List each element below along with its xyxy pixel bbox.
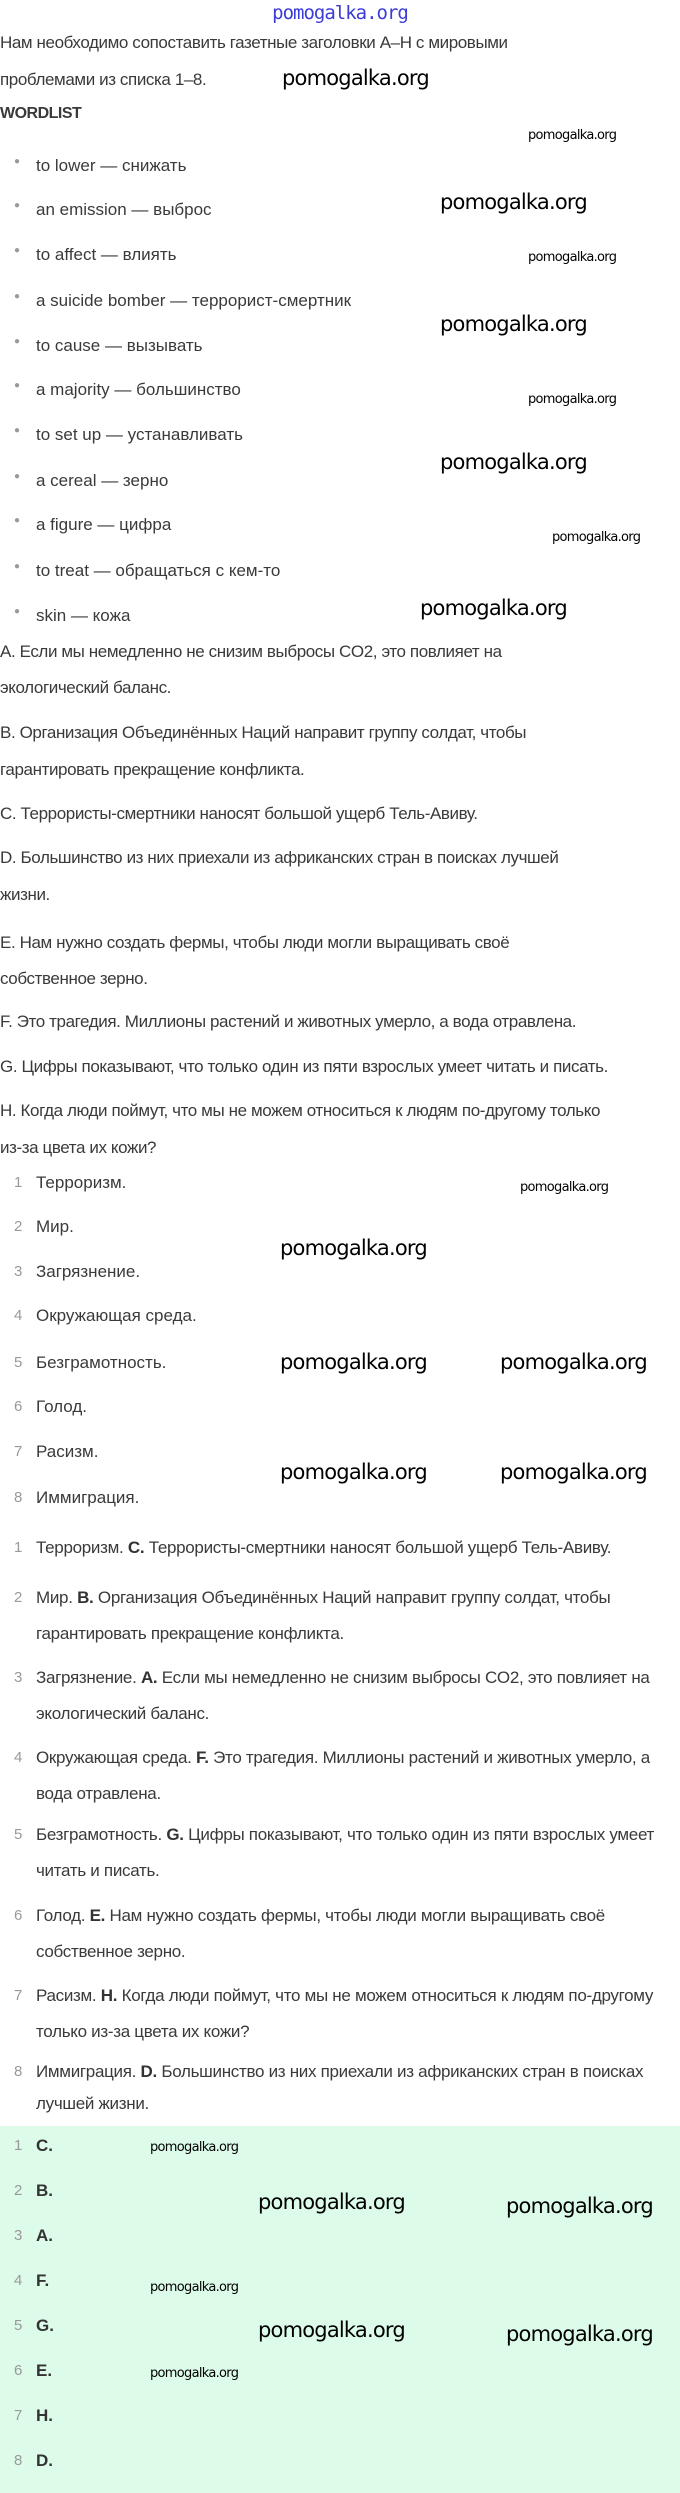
watermark: pomogalka.org bbox=[150, 2140, 239, 2155]
bullet-icon: ● bbox=[14, 156, 21, 167]
list-item: ● to treat — обращаться с кем-то bbox=[14, 561, 281, 580]
headline-d-line-2: жизни. bbox=[0, 885, 50, 904]
list-item: 4 Окружающая среда. bbox=[14, 1306, 197, 1325]
watermark: pomogalka.org bbox=[506, 2194, 653, 2218]
headline-h-line-2: из-за цвета их кожи? bbox=[0, 1138, 157, 1157]
list-item: ● to lower — снижать bbox=[14, 156, 187, 175]
watermark: pomogalka.org bbox=[440, 312, 587, 336]
watermark: pomogalka.org bbox=[258, 2190, 405, 2214]
headline-b-line-2: гарантировать прекращение конфликта. bbox=[0, 760, 305, 779]
headline-a-line-1: A. Если мы немедленно не снизим выбросы CO2, это повлияет на bbox=[0, 642, 502, 661]
list-item: 4 F. bbox=[14, 2271, 50, 2290]
watermark: pomogalka.org bbox=[520, 1180, 609, 1195]
bullet-icon: ● bbox=[14, 515, 21, 526]
list-item: ● a majority — большинство bbox=[14, 380, 241, 399]
watermark: pomogalka.org bbox=[440, 190, 587, 214]
bullet-icon: ● bbox=[14, 471, 21, 482]
bullet-icon: ● bbox=[14, 380, 21, 391]
watermark: pomogalka.org bbox=[500, 1350, 647, 1374]
watermark: pomogalka.org bbox=[528, 250, 617, 265]
bullet-icon: ● bbox=[14, 561, 21, 572]
watermark: pomogalka.org bbox=[280, 1460, 427, 1484]
list-item: 1 C. bbox=[14, 2136, 53, 2155]
list-item: 1 Терроризм. bbox=[14, 1173, 127, 1192]
list-item: ● to affect — влиять bbox=[14, 245, 177, 264]
list-item: ● to cause — вызывать bbox=[14, 336, 203, 355]
list-item: 2 B. bbox=[14, 2181, 53, 2200]
bullet-icon: ● bbox=[14, 245, 21, 256]
headline-d-line-1: D. Большинство из них приехали из африканских стран в поисках лучшей bbox=[0, 848, 559, 867]
watermark: pomogalka.org bbox=[552, 530, 641, 545]
list-item: 7 Расизм. bbox=[14, 1442, 99, 1461]
watermark: pomogalka.org bbox=[440, 450, 587, 474]
headline-f: F. Это трагедия. Миллионы растений и животных умерло, а вода отравлена. bbox=[0, 1012, 577, 1031]
list-item: 3 A. bbox=[14, 2226, 53, 2245]
watermark: pomogalka.org bbox=[506, 2322, 653, 2346]
headline-g: G. Цифры показывают, что только один из пяти взрослых умеет читать и писать. bbox=[0, 1057, 608, 1076]
list-item: 3 Загрязнение. bbox=[14, 1262, 141, 1281]
watermark: pomogalka.org bbox=[528, 128, 617, 143]
headline-h-line-1: H. Когда люди поймут, что мы не можем относиться к людям по-другому только bbox=[0, 1101, 601, 1120]
list-item: 8 Иммиграция. bbox=[14, 1488, 140, 1507]
bullet-icon: ● bbox=[14, 336, 21, 347]
list-item: 6 E. bbox=[14, 2361, 53, 2380]
watermark: pomogalka.org bbox=[280, 1236, 427, 1260]
bullet-icon: ● bbox=[14, 200, 21, 211]
site-logo[interactable]: pomogalka.org bbox=[272, 2, 408, 24]
headline-a-line-2: экологический баланс. bbox=[0, 678, 171, 697]
headline-b-line-1: B. Организация Объединённых Наций направит группу солдат, чтобы bbox=[0, 723, 527, 742]
list-item: 5 Безграмотность. bbox=[14, 1353, 167, 1372]
list-item: ● skin — кожа bbox=[14, 606, 131, 625]
watermark: pomogalka.org bbox=[280, 1350, 427, 1374]
watermark: pomogalka.org bbox=[420, 596, 567, 620]
watermark: pomogalka.org bbox=[258, 2318, 405, 2342]
bullet-icon: ● bbox=[14, 425, 21, 436]
watermark: pomogalka.org bbox=[150, 2366, 239, 2381]
list-item: 5 G. bbox=[14, 2316, 54, 2335]
answers-box bbox=[0, 2126, 680, 2493]
headline-c: C. Террористы-смертники наносят большой ущерб Тель-Авиву. bbox=[0, 804, 478, 823]
list-item: ● a figure — цифра bbox=[14, 515, 172, 534]
intro-line-2: проблемами из списка 1–8. bbox=[0, 70, 207, 89]
bullet-icon: ● bbox=[14, 291, 21, 302]
list-item: 6 Голод. bbox=[14, 1397, 87, 1416]
watermark: pomogalka.org bbox=[500, 1460, 647, 1484]
list-item: ● a suicide bomber — террорист-смертник bbox=[14, 291, 352, 310]
headline-e-line-1: E. Нам нужно создать фермы, чтобы люди могли выращивать своё bbox=[0, 933, 510, 952]
list-item: 7 H. bbox=[14, 2406, 53, 2425]
list-item: 8 D. bbox=[14, 2451, 53, 2470]
list-item: 2 Мир. bbox=[14, 1217, 74, 1236]
wordlist-heading: WORDLIST bbox=[0, 105, 82, 122]
bullet-icon: ● bbox=[14, 606, 21, 617]
watermark: pomogalka.org bbox=[282, 66, 429, 90]
list-item: ● an emission — выброс bbox=[14, 200, 212, 219]
list-item: ● a cereal — зерно bbox=[14, 471, 169, 490]
watermark: pomogalka.org bbox=[528, 392, 617, 407]
intro-line-1: Нам необходимо сопоставить газетные заголовки A–H с мировыми bbox=[0, 33, 508, 52]
headline-e-line-2: собственное зерно. bbox=[0, 969, 148, 988]
watermark: pomogalka.org bbox=[150, 2280, 239, 2295]
list-item: ● to set up — устанавливать bbox=[14, 425, 243, 444]
